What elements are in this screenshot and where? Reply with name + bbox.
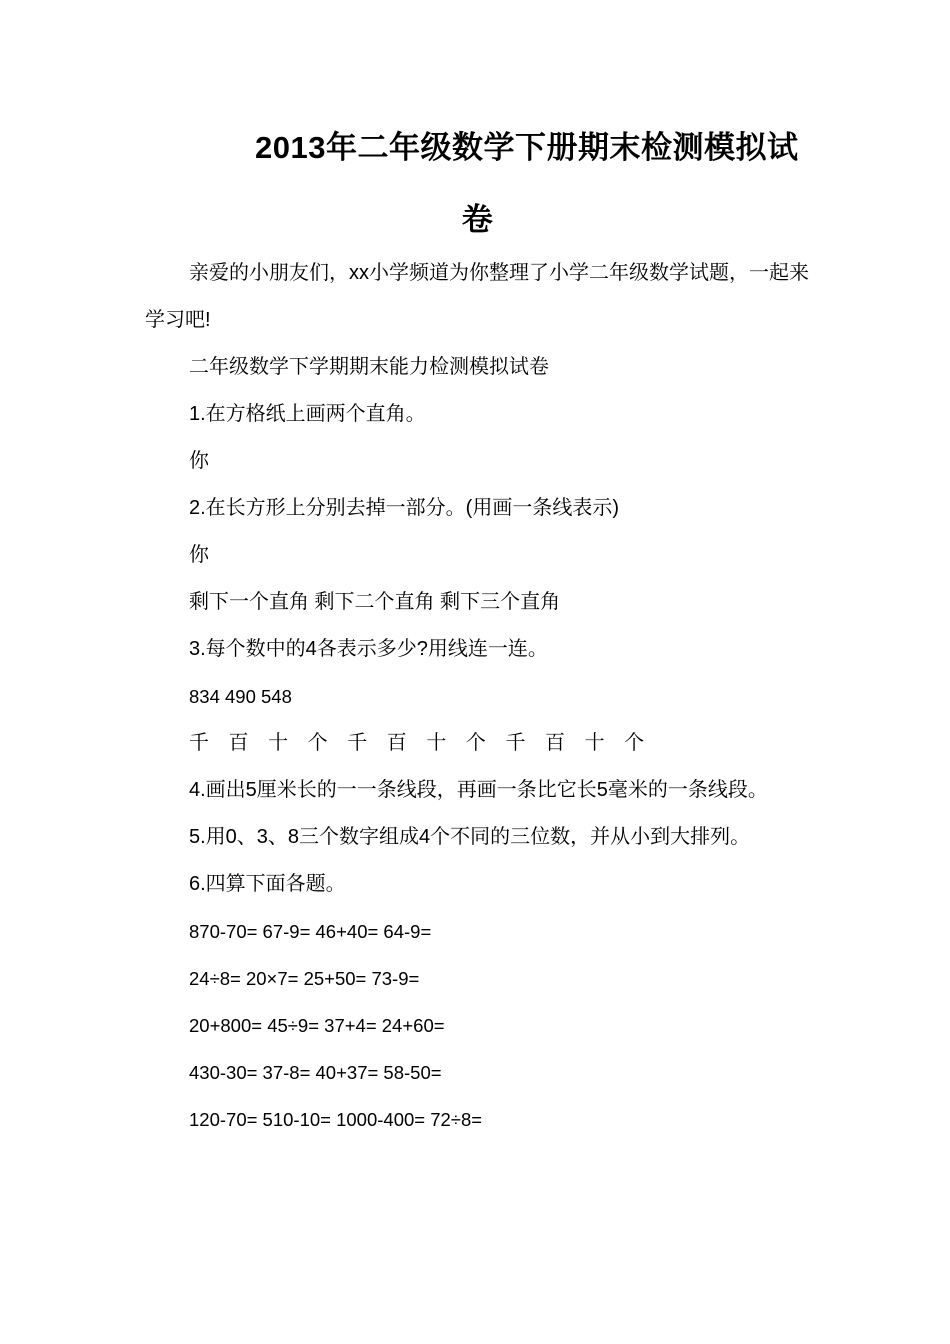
question-1-note: 你 (189, 450, 209, 472)
question-2: 2.在长方形上分别去掉一部分。(用画一条线表示) (189, 497, 619, 519)
arithmetic-row-2: 24÷8= 20×7= 25+50= 73-9= (189, 968, 420, 989)
title-line-1: 2013年二年级数学下册期末检测模拟试 (255, 130, 799, 165)
arithmetic-row-5: 120-70= 510-10= 1000-400= 72÷8= (189, 1109, 483, 1130)
question-2-labels: 剩下一个直角 剩下二个直角 剩下三个直角 (189, 591, 561, 613)
question-1: 1.在方格纸上画两个直角。 (189, 403, 426, 425)
arithmetic-row-1: 870-70= 67-9= 46+40= 64-9= (189, 921, 432, 942)
document-body (145, 250, 813, 1143)
question-3-numbers: 834 490 548 (189, 686, 292, 707)
title-line-2: 卷 (461, 202, 494, 237)
intro-paragraph: 亲爱的小朋友们，xx小学频道为你整理了小学二年级数学试题，一起来学习吧! (145, 262, 809, 331)
question-3-place-values: 千 百 十 个 千 百 十 个 千 百 十 个 (189, 732, 652, 754)
exam-subtitle: 二年级数学下学期期末能力检测模拟试卷 (189, 356, 549, 378)
document-title (145, 112, 810, 256)
question-5: 5.用0、3、8三个数字组成4个不同的三位数，并从小到大排列。 (189, 826, 751, 848)
question-2-note: 你 (189, 544, 209, 566)
arithmetic-row-3: 20+800= 45÷9= 37+4= 24+60= (189, 1015, 445, 1036)
question-6: 6.四算下面各题。 (189, 873, 346, 895)
question-4: 4.画出5厘米长的一一条线段，再画一条比它长5毫米的一条线段。 (189, 779, 768, 801)
arithmetic-row-4: 430-30= 37-8= 40+37= 58-50= (189, 1062, 442, 1083)
question-3: 3.每个数中的4各表示多少?用线连一连。 (189, 638, 548, 660)
